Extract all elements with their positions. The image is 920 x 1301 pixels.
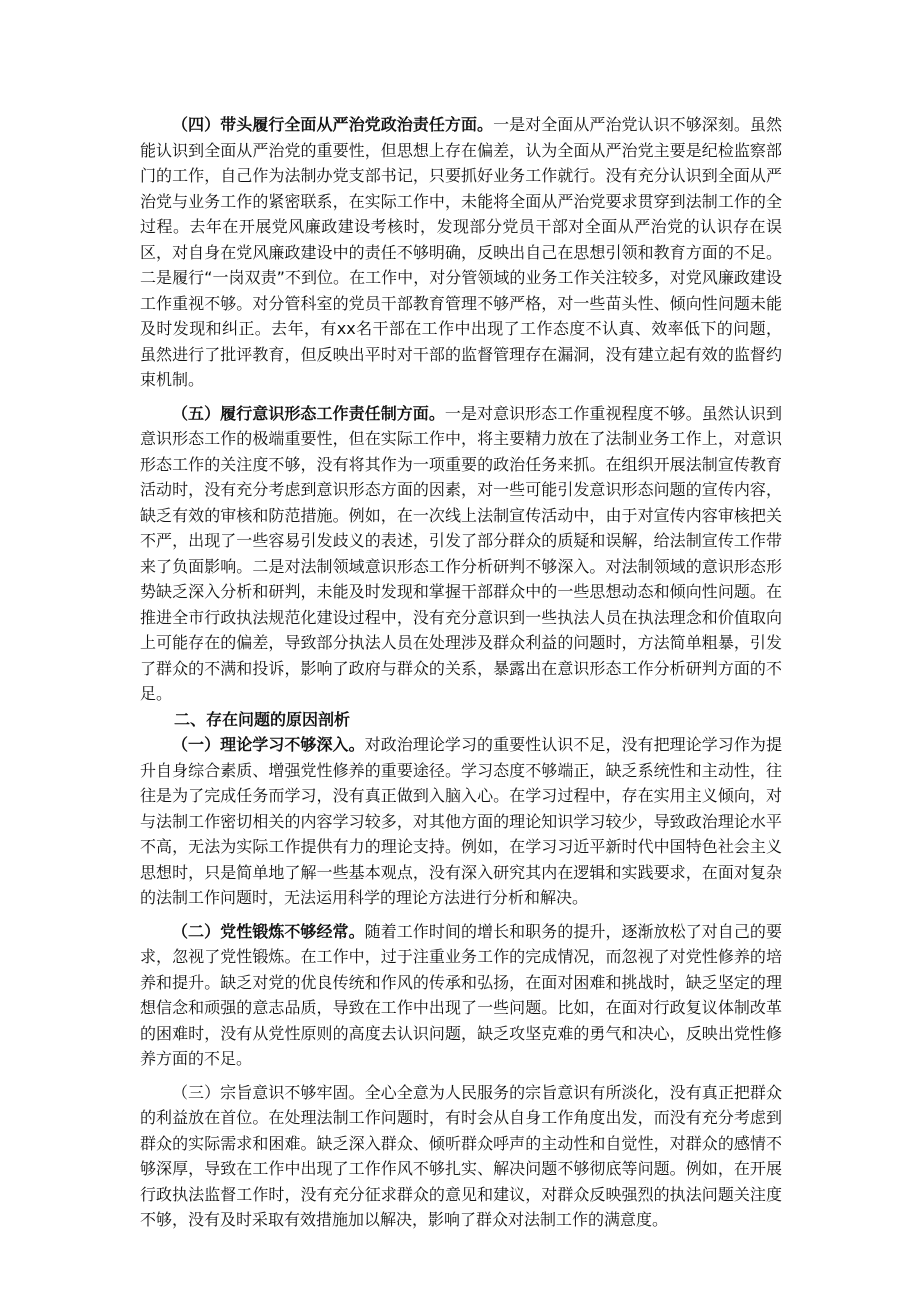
paragraph-theory-study xyxy=(140,732,782,911)
paragraph-gap xyxy=(140,1072,782,1080)
paragraph-body: 一是对意识形态工作重视程度不够。虽然认识到意识形态工作的极端重要性，但在实际工作中，将主要精力放在了法制业务工作上，对意识形态工作的关注度不够，没有将其作为一项重要的政治任务来抓。在组织开展法制宣传教育活动时，没有充分考虑到意识形态方面的因素，对一些可能引发意识形态问题的宣传内容，缺乏有效的审核和防范措施。例如，在一次线上法制宣传活动中，由于对宣传内容审核把关不严，出现了一些容易引发歧义的表述，引发了部分群众的质疑和误解，给法制宣传工作带来了负面影响。二是对法制领域意识形态工作分析研判不够深入。对法制领域的意识形态形势缺乏深入分析和研判，未能及时发现和掌握干部群众中的一些思想动态和倾向性问题。在推进全市行政执法规范化建设过程中，没有充分意识到一些执法人员在执法理念和价值取向上可能存在的偏差，导致部分执法人员在处理涉及群众利益的问题时，方法简单粗暴，引发了群众的不满和投诉，影响了政府与群众的关系，暴露出在意识形态工作分析研判方面的不足。 xyxy=(140,403,782,703)
paragraph-body: 随着工作时间的增长和职务的提升，逐渐放松了对自己的要求，忽视了党性锻炼。在工作中，过于注重业务工作的完成情况，而忽视了对党性修养的培养和提升。缺乏对党的优良传统和作风的传承和弘扬，在面对困难和挑战时，缺乏坚定的理想信念和顽强的意志品质，导致在工作中出现了一些问题。比如，在面对行政复议体制改革的困难时，没有从党性原则的高度去认识问题，缺乏攻坚克难的勇气和决心，反映出党性修养方面的不足。 xyxy=(140,921,782,1068)
paragraph-gap xyxy=(140,911,782,919)
paragraph-body: 一是对全面从严治党认识不够深刻。虽然能认识到全面从严治党的重要性，但思想上存在偏差，认为全面从严治党主要是纪检监察部门的工作，自己作为法制办党支部书记，只要抓好业务工作就行。没有充分认识到全面从严治党与业务工作的紧密联系，在实际工作中，未能将全面从严治党要求贯穿到法制工作的全过程。去年在开展党风廉政建设考核时，发现部分党员干部对全面从严治党的认识存在误区，对自身在党风廉政建设中的责任不够明确，反映出自己在思想引领和教育方面的不足。二是履行“一岗双责”不到位。在工作中，对分管领域的业务工作关注较多，对党风廉政建设工作重视不够。对分管科室的党员干部教育管理不够严格，对一些苗头性、倾向性问题未能及时发现和纠正。去年，有xx名干部在工作中出现了工作态度不认真、效率低下的问题，虽然进行了批评教育，但反映出平时对干部的监督管理存在漏洞，没有建立起有效的监督约束机制。 xyxy=(140,115,782,389)
document-page xyxy=(140,112,782,1233)
paragraph-party-governance xyxy=(140,112,782,393)
paragraph-purpose-awareness xyxy=(140,1080,782,1233)
paragraph-body: 对政治理论学习的重要性认识不足，没有把理论学习作为提升自身综合素质、增强党性修养的重要途径。学习态度不够端正，缺乏系统性和主动性，往往是为了完成任务而学习，没有真正做到入脑入心。在学习过程中，存在实用主义倾向，对与法制工作密切相关的内容学习较多，对其他方面的理论知识学习较少，导致政治理论水平不高，无法为实际工作提供有力的理论支持。例如，在学习习近平新时代中国特色社会主义思想时，只是简单地了解一些基本观点，没有深入研究其内在逻辑和实践要求，在面对复杂的法制工作问题时，无法运用科学的理论方法进行分析和解决。 xyxy=(140,735,782,907)
paragraph-party-spirit xyxy=(140,919,782,1072)
paragraph-body: （三）宗旨意识不够牢固。全心全意为人民服务的宗旨意识有所淡化，没有真正把群众的利益放在首位。在处理法制工作问题时，有时会从自身工作角度出发，而没有充分考虑到群众的实际需求和困难。缺乏深入群众、倾听群众呼声的主动性和自觉性，对群众的感情不够深厚，导致在工作中出现了工作作风不够扎实、解决问题不够彻底等问题。例如，在开展行政执法监督工作时，没有充分征求群众的意见和建议，对群众反映强烈的执法问题关注度不够，没有及时采取有效措施加以解决，影响了群众对法制工作的满意度。 xyxy=(140,1082,782,1229)
paragraph-lead: （二）党性锻炼不够经常。 xyxy=(172,921,365,941)
paragraph-ideology-responsibility xyxy=(140,401,782,707)
paragraph-lead: （五）履行意识形态工作责任制方面。 xyxy=(172,403,445,423)
section-heading: 二、存在问题的原因剖析 xyxy=(174,709,351,729)
paragraph-gap xyxy=(140,393,782,401)
paragraph-lead: （四）带头履行全面从严治党政治责任方面。 xyxy=(172,115,494,134)
paragraph-lead: （一）理论学习不够深入。 xyxy=(172,735,365,754)
